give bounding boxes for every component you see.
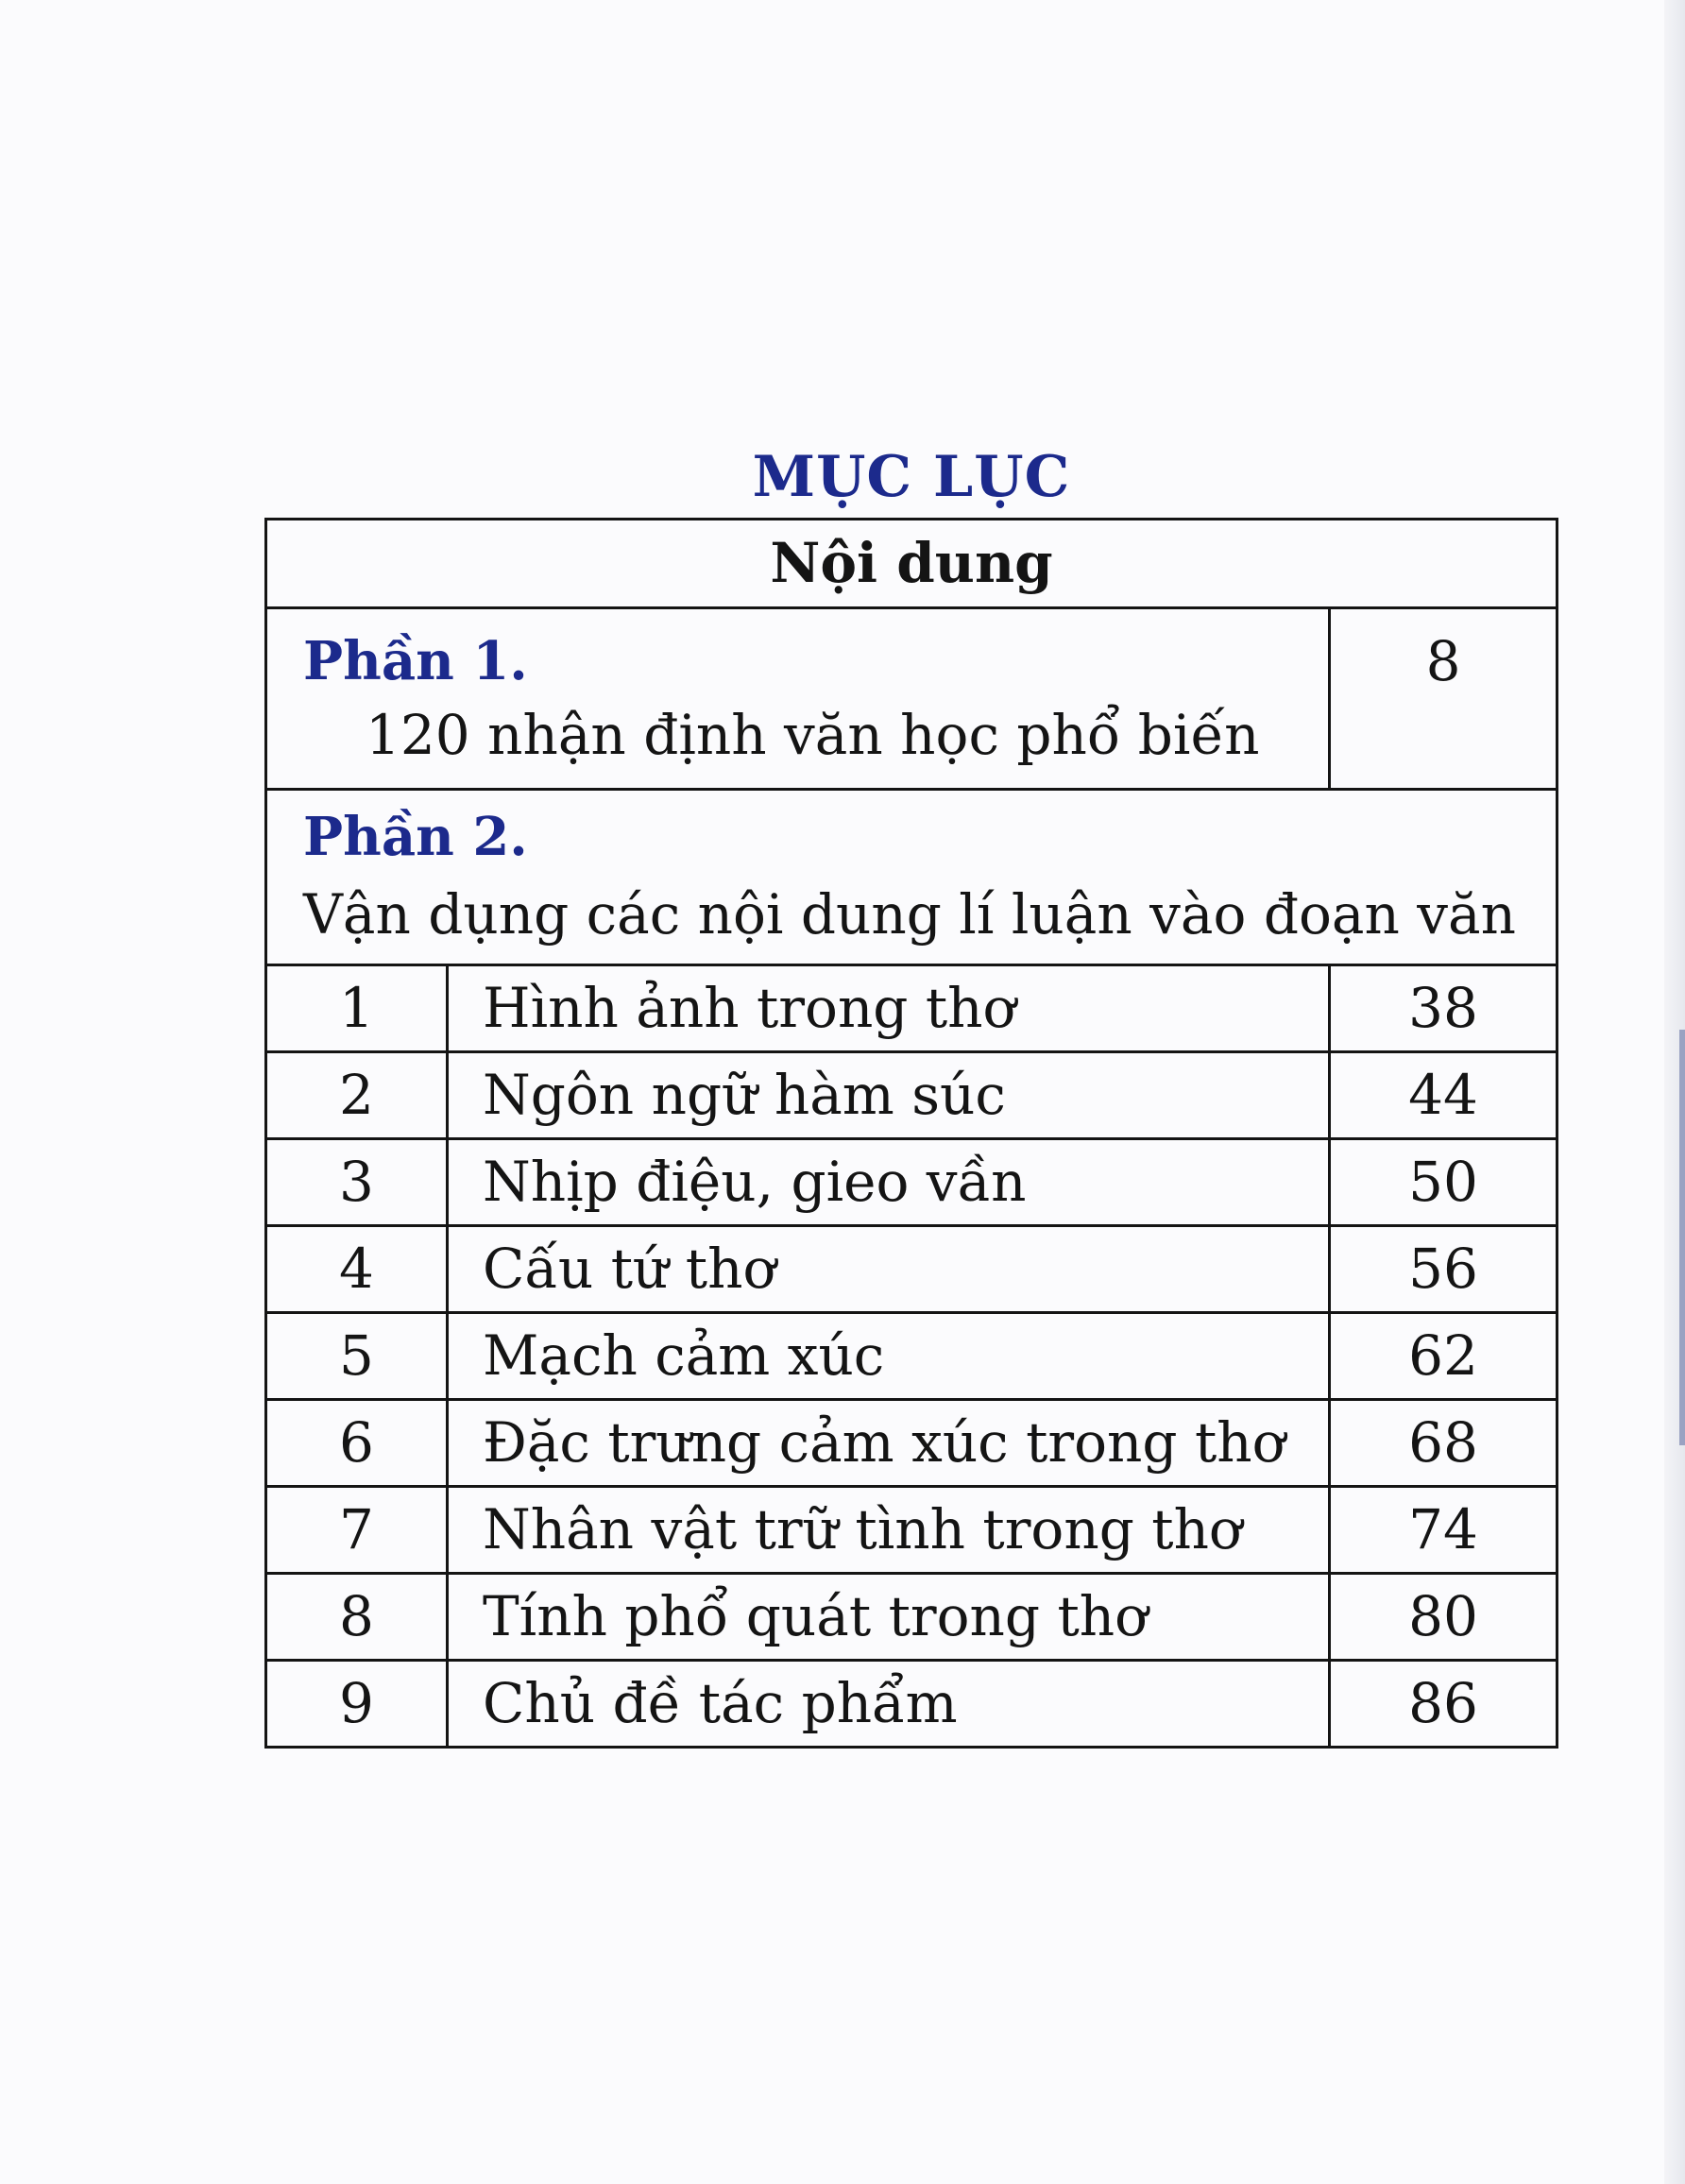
item-title: Mạch cảm xúc xyxy=(448,1313,1330,1400)
item-number: 5 xyxy=(266,1313,448,1400)
item-page-number: 56 xyxy=(1330,1226,1557,1313)
table-row xyxy=(266,1487,1557,1574)
table-row xyxy=(266,1574,1557,1661)
item-page-number: 86 xyxy=(1330,1661,1557,1748)
item-number: 9 xyxy=(266,1661,448,1748)
item-title: Hình ảnh trong thơ xyxy=(448,965,1330,1052)
item-title: Ngôn ngữ hàm súc xyxy=(448,1052,1330,1139)
item-title: Nhịp điệu, gieo vần xyxy=(448,1139,1330,1226)
item-title: Tính phổ quát trong thơ xyxy=(448,1574,1330,1661)
page-title: MỤC LỤC xyxy=(752,444,1071,510)
part2-description: Vận dụng các nội dung lí luận vào đoạn văn xyxy=(303,882,1516,947)
part1-description: 120 nhận định văn học phổ biến xyxy=(366,703,1260,768)
part1-cell xyxy=(266,608,1330,790)
table-row xyxy=(266,1052,1557,1139)
table-row xyxy=(266,1139,1557,1226)
item-number: 6 xyxy=(266,1400,448,1487)
toc-header: Nội dung xyxy=(266,520,1557,608)
item-title: Đặc trưng cảm xúc trong thơ xyxy=(448,1400,1330,1487)
table-of-contents xyxy=(264,518,1558,1749)
table-row xyxy=(266,1400,1557,1487)
part2-label: Phần 2. xyxy=(303,806,528,868)
item-page-number: 38 xyxy=(1330,965,1557,1052)
item-number: 3 xyxy=(266,1139,448,1226)
part2-cell xyxy=(266,790,1557,965)
item-title: Cấu tứ thơ xyxy=(448,1226,1330,1313)
table-row xyxy=(266,1226,1557,1313)
item-page-number: 80 xyxy=(1330,1574,1557,1661)
table-row xyxy=(266,1313,1557,1400)
item-number: 8 xyxy=(266,1574,448,1661)
item-title: Chủ đề tác phẩm xyxy=(448,1661,1330,1748)
item-number: 2 xyxy=(266,1052,448,1139)
item-number: 7 xyxy=(266,1487,448,1574)
item-page-number: 50 xyxy=(1330,1139,1557,1226)
part1-label: Phần 1. xyxy=(303,630,528,692)
item-title: Nhân vật trữ tình trong thơ xyxy=(448,1487,1330,1574)
item-number: 4 xyxy=(266,1226,448,1313)
item-page-number: 74 xyxy=(1330,1487,1557,1574)
item-page-number: 68 xyxy=(1330,1400,1557,1487)
table-row xyxy=(266,1661,1557,1748)
item-number: 1 xyxy=(266,965,448,1052)
item-page-number: 62 xyxy=(1330,1313,1557,1400)
item-page-number: 44 xyxy=(1330,1052,1557,1139)
part1-page-number: 8 xyxy=(1330,608,1557,790)
page-edge-mark xyxy=(1679,1030,1685,1445)
table-row xyxy=(266,965,1557,1052)
